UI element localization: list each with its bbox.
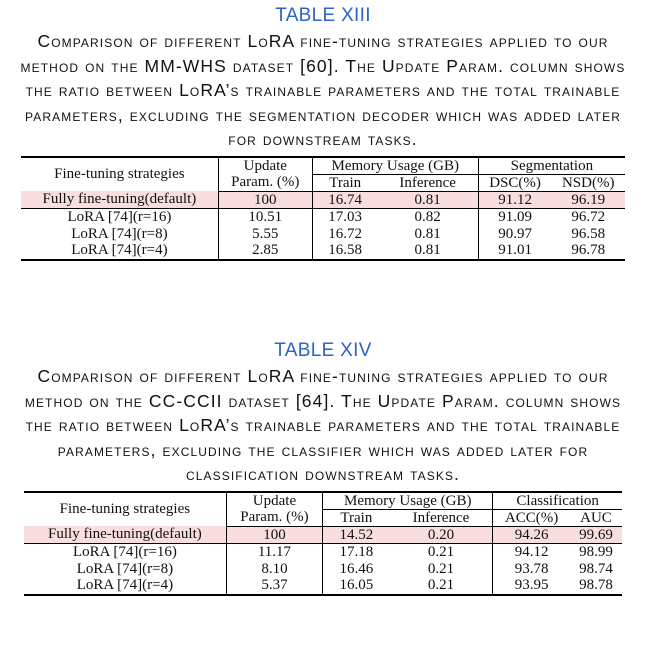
cell-inference: 0.82 xyxy=(378,209,479,226)
cell-inference: 0.21 xyxy=(390,544,493,561)
results-table xyxy=(24,491,622,596)
cell-update: 5.55 xyxy=(218,226,312,243)
cell-metric2: 98.99 xyxy=(579,544,613,560)
cell-metric2: 98.78 xyxy=(570,577,622,595)
cell-metric1: 91.09 xyxy=(498,209,532,225)
cell-metric1: 91.01 xyxy=(478,242,551,260)
cell-metric2: 96.78 xyxy=(551,242,625,260)
cell-train: 16.46 xyxy=(339,560,374,577)
cell-strategy: LoRA [74](r=4) xyxy=(24,577,226,595)
header-update-line2: Param. (%) xyxy=(226,509,322,526)
cell-inference: 0.81 xyxy=(378,226,479,243)
table-row xyxy=(21,226,625,243)
cell-metric2: 96.19 xyxy=(551,191,625,209)
cell-metric1: 94.12 xyxy=(514,544,549,560)
cell-train: 16.74 xyxy=(312,191,377,209)
table-row xyxy=(21,209,625,226)
table-row xyxy=(21,191,625,209)
cell-strategy: LoRA [74](r=8) xyxy=(21,226,218,243)
cell-strategy: LoRA [74](r=4) xyxy=(21,242,218,260)
cell-update: 2.85 xyxy=(218,242,312,260)
cell-update: 100 xyxy=(226,526,322,544)
cell-train: 14.52 xyxy=(323,526,390,544)
cell-metric2: 98.74 xyxy=(579,560,613,577)
header-inference: Inference xyxy=(378,174,479,191)
cell-update: 11.17 xyxy=(226,544,322,561)
cell-metric1: 94.26 xyxy=(493,526,570,544)
table-row xyxy=(21,242,625,260)
header-update-line1: Update xyxy=(218,157,312,175)
header-update-line2: Param. (%) xyxy=(218,174,312,191)
cell-train: 17.18 xyxy=(339,544,374,560)
cell-metric1: 93.78 xyxy=(514,560,549,577)
cell-strategy: LoRA [74](r=8) xyxy=(24,561,226,578)
cell-metric2: 96.72 xyxy=(571,209,606,225)
header-metric1: ACC(%) xyxy=(493,509,570,526)
header-metric2: NSD(%) xyxy=(551,174,625,191)
header-strategy: Fine-tuning strategies xyxy=(21,157,218,192)
cell-update: 100 xyxy=(218,191,312,209)
cell-train: 16.58 xyxy=(312,242,377,260)
cell-update: 5.37 xyxy=(226,577,322,595)
header-train: Train xyxy=(312,174,377,191)
header-strategy: Fine-tuning strategies xyxy=(24,492,226,527)
cell-update: 8.10 xyxy=(226,561,322,578)
table-row xyxy=(24,526,622,544)
table-xiii-block xyxy=(0,4,646,261)
header-inference: Inference xyxy=(390,509,493,526)
header-update-line1: Update xyxy=(226,492,322,510)
table-number: TABLE XIV xyxy=(274,340,372,361)
cell-train: 16.05 xyxy=(323,577,390,595)
cell-strategy: Fully fine-tuning(default) xyxy=(24,526,226,544)
table-row xyxy=(24,577,622,595)
cell-metric2: 99.69 xyxy=(570,526,622,544)
header-metric1: DSC(%) xyxy=(478,174,551,191)
table-row xyxy=(24,544,622,561)
cell-metric2: 96.58 xyxy=(571,225,606,242)
table-caption: Comparison of different LoRA fine-tuning strategies applied to our method on the CC-CCII dataset [64]. The Update Param. column shows the ratio between LoRA’s trainable parameters and the total trainable parameters, excluding the classifier which was added later for classification downstream tasks. xyxy=(24,366,622,484)
header-memory: Memory Usage (GB) xyxy=(323,492,493,510)
table-xiv-block xyxy=(0,339,646,596)
cell-train: 17.03 xyxy=(328,209,363,225)
cell-update: 10.51 xyxy=(218,209,312,226)
cell-inference: 0.20 xyxy=(390,526,493,544)
cell-metric1: 91.12 xyxy=(478,191,551,209)
cell-inference: 0.21 xyxy=(390,561,493,578)
table-number: TABLE XIII xyxy=(275,5,371,26)
header-metric2: AUC xyxy=(570,509,622,526)
cell-strategy: LoRA [74](r=16) xyxy=(24,544,226,561)
table-caption: Comparison of different LoRA fine-tuning strategies applied to our method on the MM-WHS dataset [60]. The Update Param. column shows the ratio between LoRA’s trainable parameters and the total trainable parameters, excluding the segmentation decoder which was added later for downstream tasks. xyxy=(20,31,626,149)
header-memory: Memory Usage (GB) xyxy=(312,157,478,175)
cell-inference: 0.81 xyxy=(378,242,479,260)
header-train: Train xyxy=(323,509,390,526)
cell-metric1: 93.95 xyxy=(493,577,570,595)
results-table xyxy=(21,156,625,261)
cell-strategy: LoRA [74](r=16) xyxy=(21,209,218,226)
header-task: Classification xyxy=(493,492,622,510)
header-task: Segmentation xyxy=(478,157,625,175)
cell-inference: 0.21 xyxy=(390,577,493,595)
table-row xyxy=(24,561,622,578)
cell-metric1: 90.97 xyxy=(498,225,532,242)
cell-strategy: Fully fine-tuning(default) xyxy=(21,191,218,209)
cell-train: 16.72 xyxy=(328,225,363,242)
cell-inference: 0.81 xyxy=(378,191,479,209)
